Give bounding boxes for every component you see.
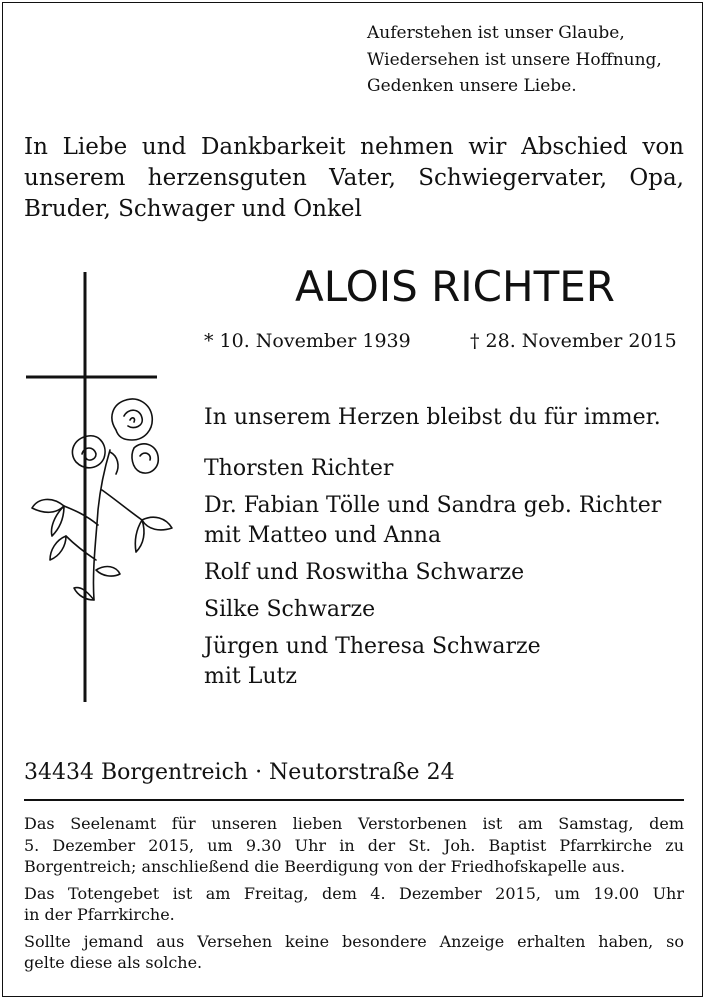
service-notice: [24, 813, 684, 979]
mourners-list: [204, 454, 661, 692]
intro-line: unserem herzensguten Vater, Schwiegervater, Opa,: [24, 165, 684, 191]
notice-line: 5. Dezember 2015, um 9.30 Uhr in der St. Joh. Baptist Pfarrkirche zu: [24, 835, 684, 855]
motto-line: Auferstehen ist unser Glaube,: [367, 23, 625, 43]
motto: [367, 20, 662, 100]
mourner-entry: Jürgen und Theresa Schwarze: [204, 634, 541, 659]
funeral-mass-paragraph: [24, 813, 684, 878]
motto-line: Gedenken unsere Liebe.: [367, 76, 577, 96]
closing-paragraph: [24, 931, 684, 974]
intro-line: In Liebe und Dankbarkeit nehmen wir Abschied von: [24, 134, 684, 160]
notice-line: gelte diese als solche.: [24, 953, 203, 972]
notice-line: Borgentreich; anschließend die Beerdigung von der Friedhofskapelle aus.: [24, 857, 626, 876]
notice-line: Das Totengebet ist am Freitag, dem 4. Dezember 2015, um 19.00 Uhr: [24, 883, 684, 903]
prayer-paragraph: [24, 883, 684, 926]
notice-line: Das Seelenamt für unseren lieben Verstorbenen ist am Samstag, dem: [24, 814, 684, 833]
death-date: † 28. November 2015: [470, 330, 677, 352]
divider: [24, 799, 684, 801]
motto-line: Wiedersehen ist unsere Hoffnung,: [367, 49, 662, 70]
intro-text: [24, 132, 684, 225]
mourner-entry: Dr. Fabian Tölle und Sandra geb. Richter: [204, 493, 662, 518]
mourner-entry: mit Matteo und Anna: [204, 523, 442, 548]
mourner-entry: Rolf und Roswitha Schwarze: [204, 560, 525, 585]
birth-date: * 10. November 1939: [204, 330, 411, 352]
mourner-entry: Silke Schwarze: [204, 597, 376, 622]
notice-line: in der Pfarrkirche.: [24, 905, 175, 924]
deceased-name: ALOIS RICHTER: [295, 262, 615, 311]
intro-line: Bruder, Schwager und Onkel: [24, 196, 362, 222]
cross-with-roses-icon: [24, 270, 174, 710]
mourner-entry: mit Lutz: [204, 664, 297, 689]
notice-line: Sollte jemand aus Versehen keine besondere Anzeige erhalten haben, so: [24, 931, 684, 951]
memorial-quote: In unserem Herzen bleibst du für immer.: [204, 405, 661, 430]
mourner-entry: Thorsten Richter: [204, 456, 394, 481]
family-address: 34434 Borgentreich · Neutorstraße 24: [24, 760, 455, 785]
